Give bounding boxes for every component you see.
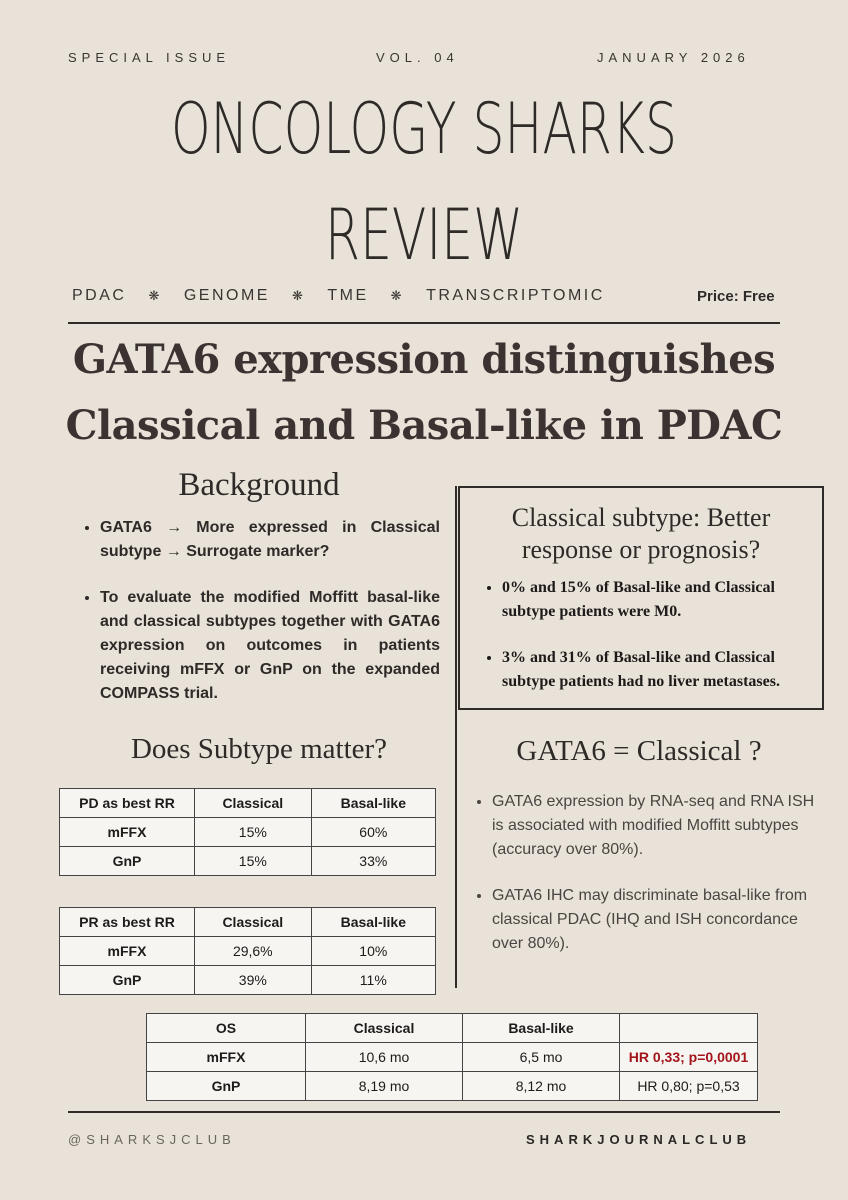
table-header-cell: Classical xyxy=(306,1014,463,1043)
top-divider xyxy=(68,322,780,324)
table-header-row xyxy=(147,1014,758,1043)
topic-tags xyxy=(72,287,605,305)
table-cell: 29,6% xyxy=(195,937,312,966)
issue-label: SPECIAL ISSUE xyxy=(68,50,231,65)
table-cell: 15% xyxy=(195,818,312,847)
classical-box-item: • 3% and 31% of Basal-like and Classical subtype patients had no liver metastases. xyxy=(502,646,808,694)
table-header-cell: Basal-like xyxy=(311,789,435,818)
background-item: • To evaluate the modified Moffitt basal-like and classical subtypes together with GATA6 expression on outcomes in patients receiving mFFX or GnP on the expanded COMPASS trial. xyxy=(100,586,440,706)
classical-box-item: • 0% and 15% of Basal-like and Classical subtype patients were M0. xyxy=(502,576,808,624)
asterisk-icon: ❋ xyxy=(390,288,405,303)
footer-handle: @SHARKSJCLUB xyxy=(68,1132,236,1147)
price-label: Price: Free xyxy=(697,288,775,305)
table-cell: GnP xyxy=(60,847,195,876)
table-header-cell: Basal-like xyxy=(463,1014,620,1043)
pd-response-table xyxy=(59,788,436,876)
masthead-title-line2: REVIEW xyxy=(325,194,523,276)
table-cell: 15% xyxy=(195,847,312,876)
table-cell: 33% xyxy=(311,847,435,876)
table-cell: 6,5 mo xyxy=(463,1043,620,1072)
table-cell: GnP xyxy=(60,966,195,995)
headline-line1: GATA6 expression distinguishes xyxy=(72,336,776,383)
table-cell: mFFX xyxy=(60,818,195,847)
pr-response-table xyxy=(59,907,436,995)
table-row xyxy=(60,847,436,876)
tag-transcriptomic: TRANSCRIPTOMIC xyxy=(426,287,605,304)
table-header-row xyxy=(60,789,436,818)
table-cell: 10% xyxy=(311,937,435,966)
classical-subtype-box xyxy=(458,486,824,710)
table-row xyxy=(60,966,436,995)
table-cell: 11% xyxy=(311,966,435,995)
gata6-section xyxy=(472,790,824,978)
table-cell: mFFX xyxy=(147,1043,306,1072)
table-row xyxy=(147,1043,758,1072)
table-row xyxy=(60,937,436,966)
tag-genome: GENOME xyxy=(183,287,270,304)
os-table xyxy=(146,1013,758,1101)
table-header-cell: PR as best RR xyxy=(60,908,195,937)
table-cell: 8,19 mo xyxy=(306,1072,463,1101)
hazard-ratio-cell: HR 0,80; p=0,53 xyxy=(620,1072,758,1101)
masthead-title-line1: ONCOLOGY SHARKS xyxy=(171,88,677,170)
table-header-cell: Basal-like xyxy=(311,908,435,937)
table-header-cell xyxy=(620,1014,758,1043)
background-item: • GATA6 → More expressed in Classical subtype → Surrogate marker? xyxy=(100,516,440,564)
background-title: Background xyxy=(178,467,340,503)
table-cell: 10,6 mo xyxy=(306,1043,463,1072)
footer-brand: SHARKJOURNALCLUB xyxy=(526,1132,752,1147)
table-cell: mFFX xyxy=(60,937,195,966)
table-cell: 8,12 mo xyxy=(463,1072,620,1101)
hazard-ratio-cell: HR 0,33; p=0,0001 xyxy=(620,1043,758,1072)
tag-pdac: PDAC xyxy=(72,287,127,304)
tag-tme: TME xyxy=(327,287,369,304)
asterisk-icon: ❋ xyxy=(148,288,162,303)
table-row xyxy=(60,818,436,847)
table-header-cell: PD as best RR xyxy=(60,789,195,818)
gata6-title: GATA6 = Classical ? xyxy=(516,735,762,767)
gata6-item: • GATA6 expression by RNA-seq and RNA ISH is associated with modified Moffitt subtypes (accuracy over 80%). xyxy=(492,790,824,862)
table-header-cell: OS xyxy=(147,1014,306,1043)
asterisk-icon: ❋ xyxy=(291,288,306,303)
table-cell: 39% xyxy=(195,966,312,995)
table-header-row xyxy=(60,908,436,937)
column-divider xyxy=(455,486,457,988)
table-row xyxy=(147,1072,758,1101)
subtype-title: Does Subtype matter? xyxy=(130,733,388,765)
table-header-cell: Classical xyxy=(195,789,312,818)
classical-box-title: Classical subtype: Better response or prognosis? xyxy=(511,503,771,564)
headline-line2: Classical and Basal-like in PDAC xyxy=(65,402,783,449)
table-cell: 60% xyxy=(311,818,435,847)
table-header-cell: Classical xyxy=(195,908,312,937)
table-cell: GnP xyxy=(147,1072,306,1101)
volume-label: VOL. 04 xyxy=(376,50,459,65)
gata6-item: • GATA6 IHC may discriminate basal-like from classical PDAC (IHQ and ISH concordance over 80%). xyxy=(492,884,824,956)
background-section xyxy=(80,516,440,728)
date-label: JANUARY 2026 xyxy=(597,50,750,65)
bottom-divider xyxy=(68,1111,780,1113)
